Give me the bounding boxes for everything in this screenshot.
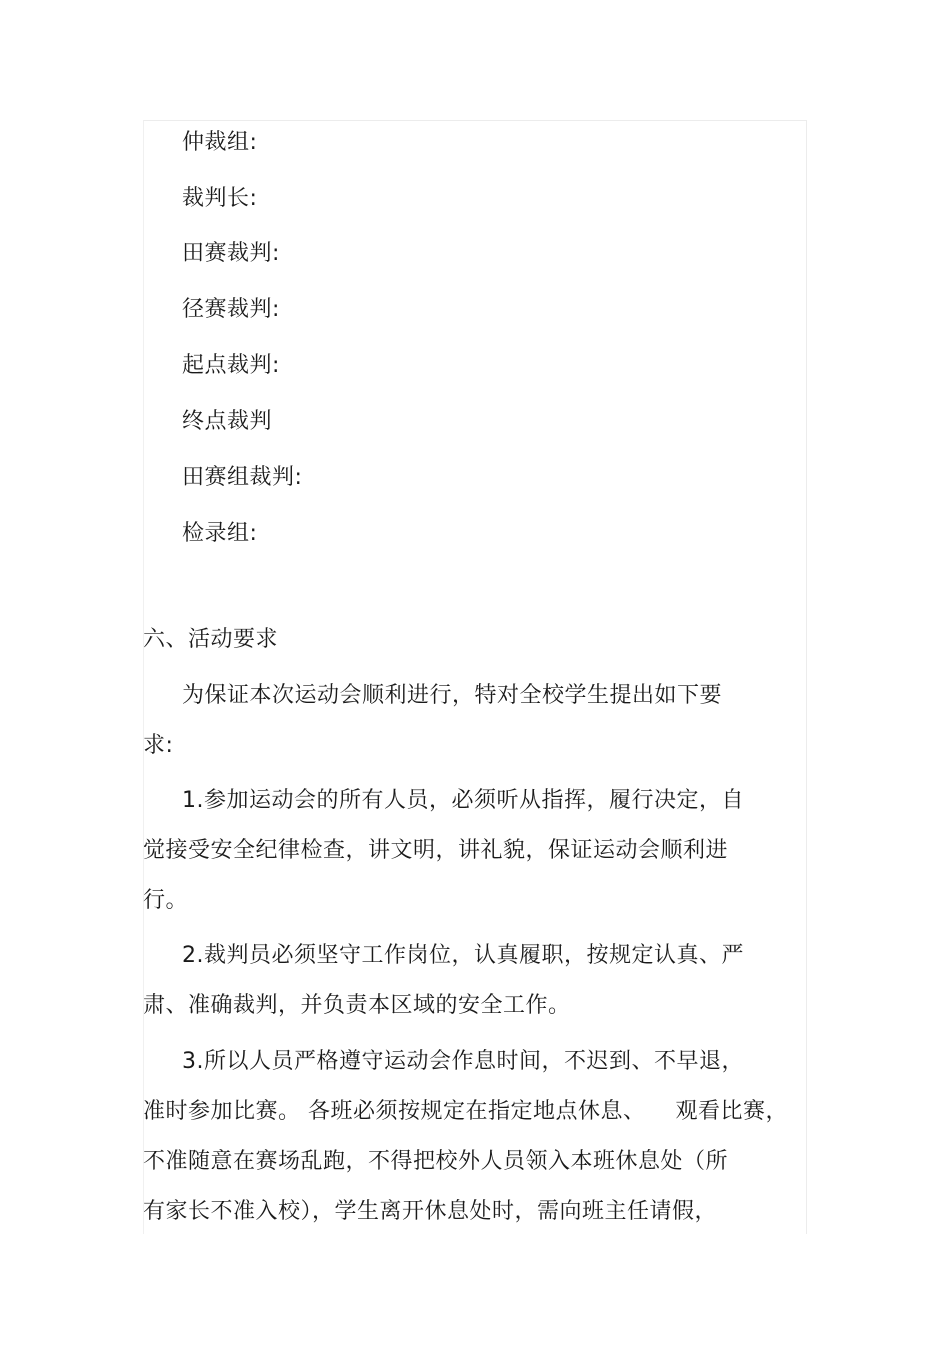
item3-line-3: 不准随意在赛场乱跑，不得把校外人员领入本班休息处（所 xyxy=(143,1149,729,1174)
intro-line-2: 求: xyxy=(143,733,174,758)
item1-line-2: 觉接受安全纪律检查，讲文明，讲礼貌，保证运动会顺利进 xyxy=(143,838,729,863)
item3-line-4: 有家长不准入校），学生离开休息处时，需向班主任请假， xyxy=(143,1199,718,1224)
official-arbitration-group: 仲裁组: xyxy=(182,130,258,155)
item2-line-1: 2.裁判员必须坚守工作岗位，认真履职，按规定认真、严 xyxy=(182,943,744,968)
item1-line-3: 行。 xyxy=(143,888,189,913)
item1-line-1: 1.参加运动会的所有人员，必须听从指挥，履行决定，自 xyxy=(182,788,744,813)
official-start-referee: 起点裁判: xyxy=(182,353,280,378)
official-chief-referee: 裁判长: xyxy=(182,186,258,211)
official-field-group-referee: 田赛组裁判: xyxy=(182,465,303,490)
item2-line-2: 肃、准确裁判，并负责本区域的安全工作。 xyxy=(143,993,571,1018)
item3-line-1: 3.所以人员严格遵守运动会作息时间，不迟到、不早退， xyxy=(182,1049,744,1074)
official-finish-referee: 终点裁判 xyxy=(182,409,273,434)
official-track-referee: 径赛裁判: xyxy=(182,297,280,322)
official-checkin-group: 检录组: xyxy=(182,521,258,546)
section-heading: 六、活动要求 xyxy=(143,627,279,652)
item3-line-2: 准时参加比赛。 各班必须按规定在指定地点休息、 观看比赛， xyxy=(143,1099,788,1124)
official-field-referee: 田赛裁判: xyxy=(182,241,280,266)
intro-line-1: 为保证本次运动会顺利进行，特对全校学生提出如下要 xyxy=(182,683,723,708)
